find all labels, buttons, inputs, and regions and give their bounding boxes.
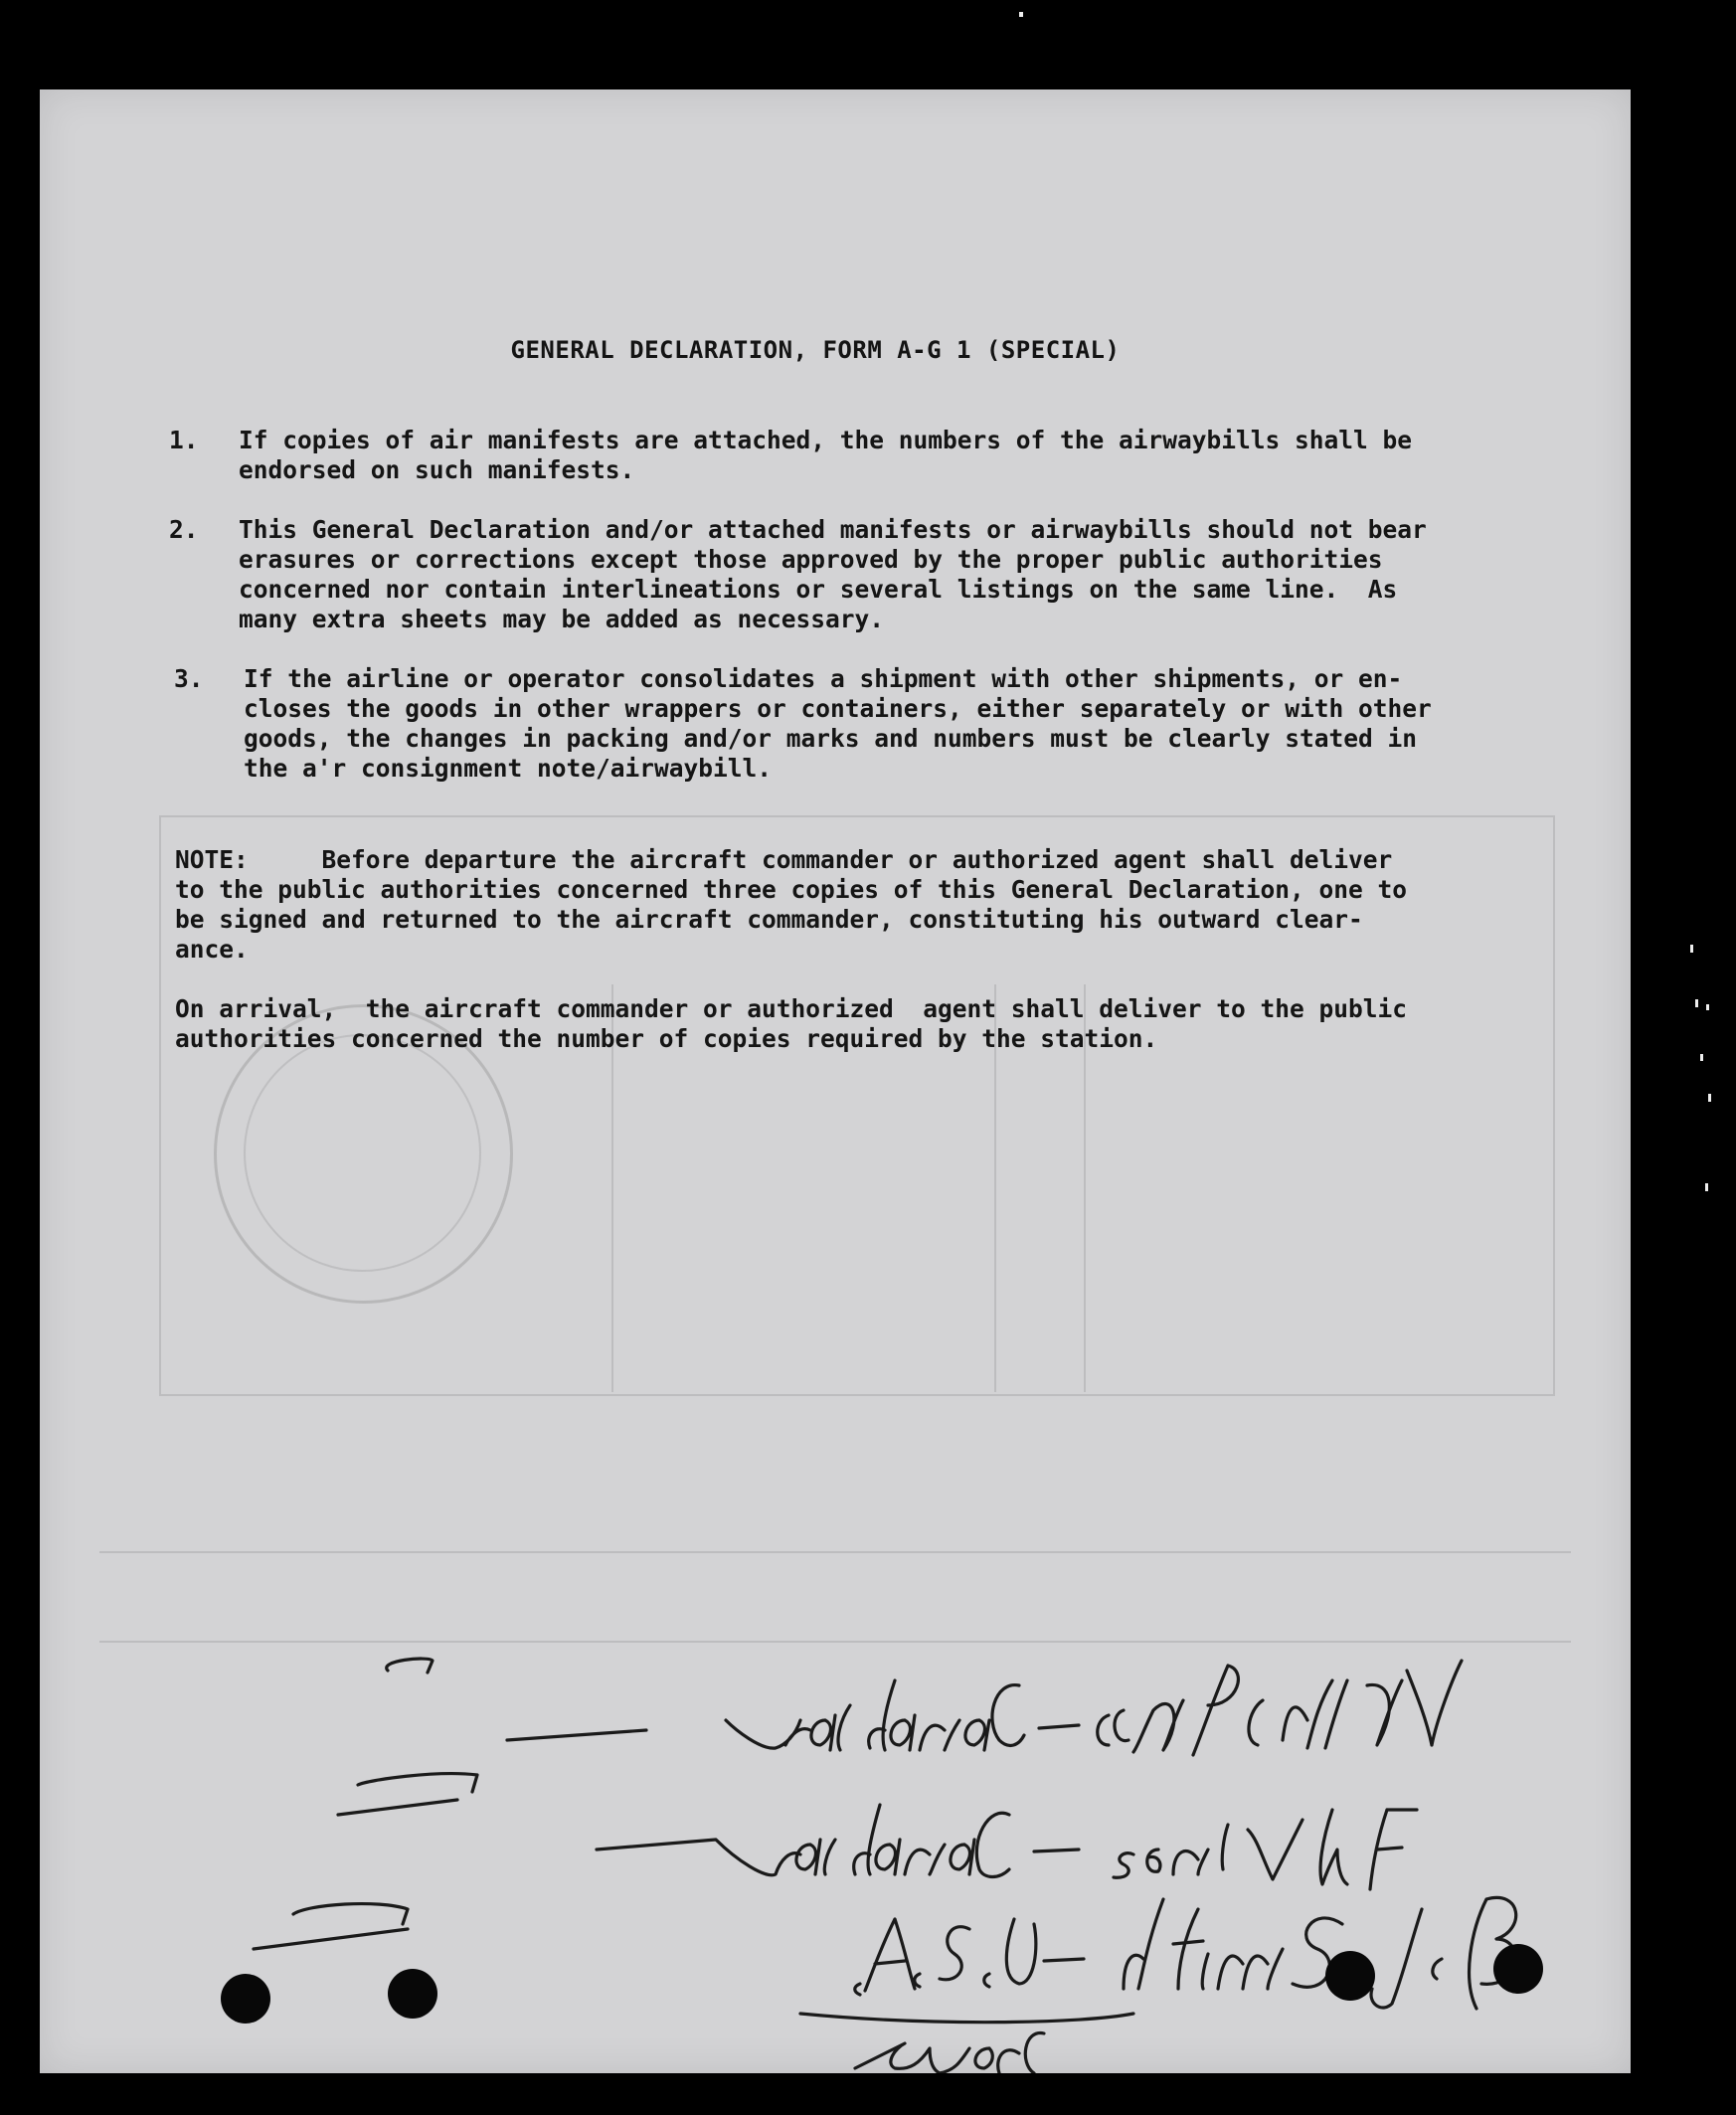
punch-hole — [388, 1969, 437, 2019]
punch-hole — [1493, 1944, 1543, 1994]
scan-speck — [1705, 1183, 1708, 1191]
item-number: 1. — [169, 426, 199, 454]
punch-hole — [221, 1974, 270, 2024]
handwriting-line-2 — [338, 1774, 1417, 1889]
handwriting-line-3 — [254, 1897, 1516, 2022]
page-title: GENERAL DECLARATION, FORM A-G 1 (SPECIAL) — [510, 336, 1121, 364]
scan-speck — [1019, 12, 1023, 17]
item-number: 3. — [174, 664, 204, 693]
scan-speck — [1700, 1054, 1703, 1061]
scan-speck — [1708, 1094, 1711, 1102]
arrival-paragraph: On arrival, the aircraft commander or authorized agent shall deliver to the public authorities concerned the number of copies required by the station. — [175, 994, 1408, 1053]
item-text: If copies of air manifests are attached, the numbers of the airwaybills shall be endorsed on such manifests. — [239, 426, 1413, 484]
scan-speck — [1706, 1004, 1709, 1010]
note-paragraph: NOTE: Before departure the aircraft commander or authorized agent shall deliver to the public authorities concerned three copies of this General Declaration, one to be signed and returned to the aircraft commander, constituting his outward clear- ance. — [175, 845, 1408, 964]
item-text: This General Declaration and/or attached manifests or airwaybills should not bear erasures or corrections except those approved by the proper public authorities concerned nor contain interlineations or several listings on the same line. As many extra sheets may be added as necessary. — [239, 515, 1427, 633]
punch-hole — [1325, 1951, 1375, 2001]
handwritten-crew-list — [40, 89, 1631, 2073]
scan-speck — [1695, 999, 1698, 1007]
item-number: 2. — [169, 515, 199, 544]
document-page — [40, 89, 1631, 2073]
handwriting-line-1 — [387, 1659, 1462, 1755]
item-text: If the airline or operator consolidates a shipment with other shipments, or en- closes the goods in other wrappers or containers, either separately or with other goods, the changes in packing and/or marks and numbers must be clearly stated in the a'r consignment note/airwaybill. — [244, 664, 1432, 783]
scan-speck — [1690, 945, 1693, 953]
handwriting-crew-label — [855, 2033, 1044, 2073]
